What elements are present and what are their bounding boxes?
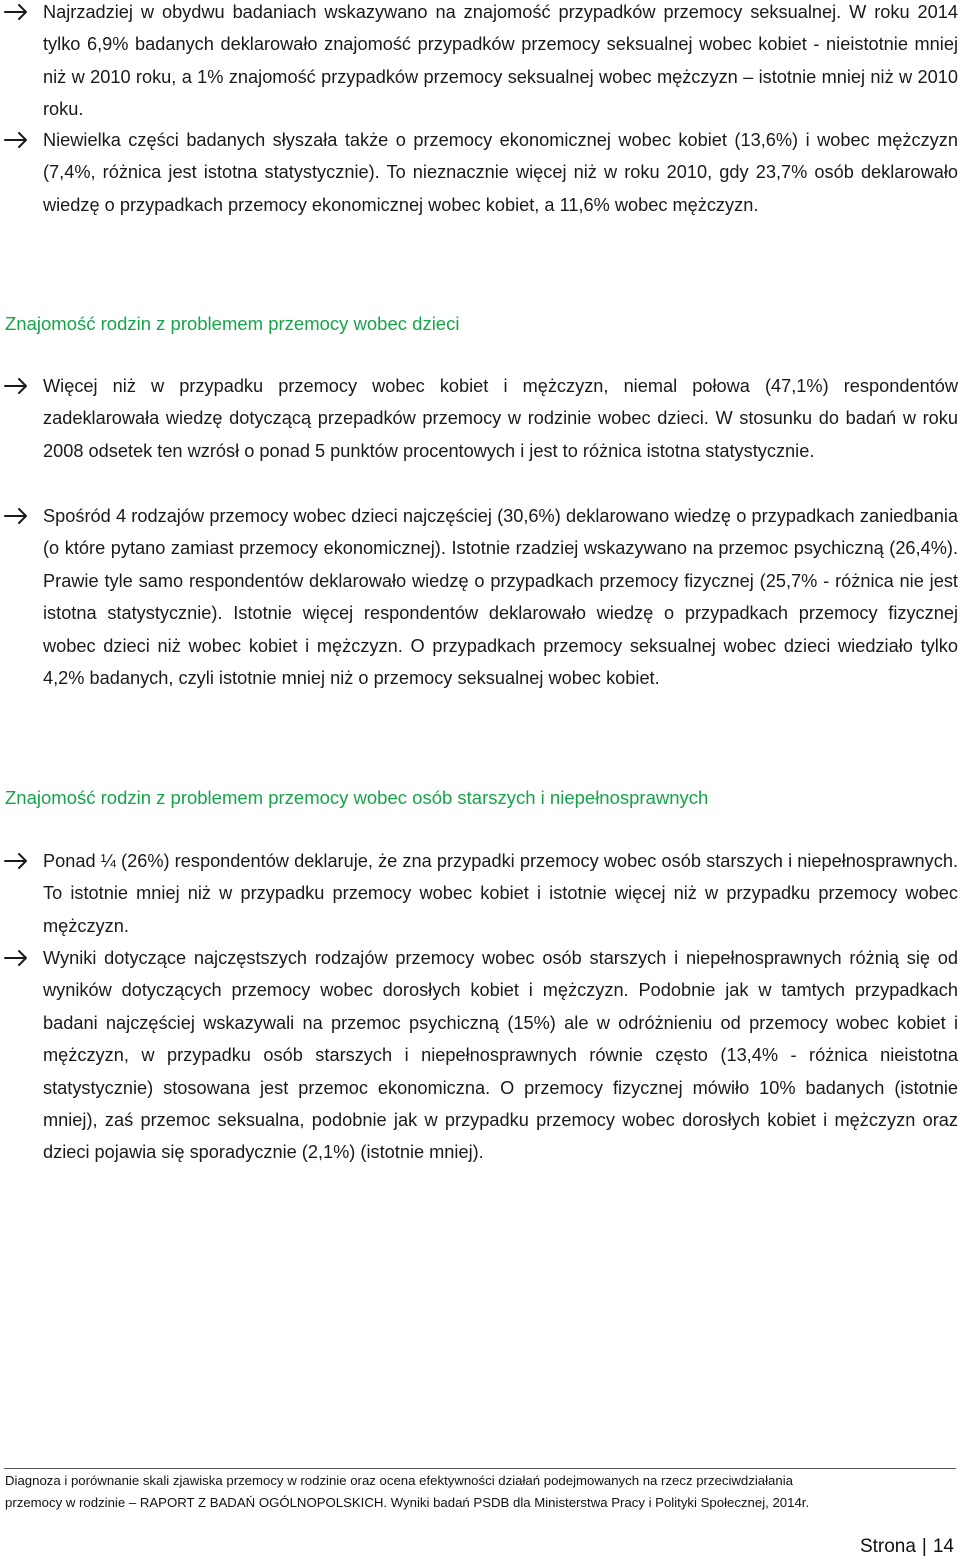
bullet-text: Wyniki dotyczące najczęstszych rodzajów przemocy wobec osób starszych i niepełnosprawnych różnią się od wyników dotyczących przemocy wobec dorosłych kobiet i mężczyzn. Podobnie jak w tamtych przypadkach badani najczęściej wskazywali na przemoc psychiczną (15%) ale w odróżnieniu od przemocy wobec kobiet i mężczyzn, w przypadku osób starszych i niepełnosprawnych równie często (13,4% - różnica nieistotna statystycznie) stosowana jest przemoc ekonomiczna. O przemocy fizycznej mówiło 10% badanych (istotnie mniej), zaś przemoc seksualna, podobnie jak w przypadku przemocy wobec dorosłych kobiet i mężczyzn oraz dzieci pojawia się sporadycznie (2,1%) (istotnie mniej). [43,948,958,1163]
arrow-right-icon [2,0,32,28]
footer-line: Diagnoza i porównanie skali zjawiska przemocy w rodzinie oraz ocena efektywności działań podejmowanych na rzecz przeciwdziałania [5,1473,793,1488]
section-heading: Znajomość rodzin z problemem przemocy wobec dzieci [5,313,460,334]
list-item [0,942,958,1169]
arrow-right-icon [2,942,32,974]
bullet-text: Najrzadziej w obydwu badaniach wskazywano na znajomość przypadków przemocy seksualnej. W roku 2014 tylko 6,9% badanych deklarowało znajomość przypadków przemocy seksualnej wobec kobiet - nieistotnie mniej niż w 2010 roku, a 1% znajomość przypadków przemocy seksualnej wobec mężczyzn – istotnie mniej niż w 2010 roku. [43,2,958,120]
bullet-text: Spośród 4 rodzajów przemocy wobec dzieci najczęściej (30,6%) deklarowano wiedzę o przypadkach zaniedbania (o które pytano zamiast przemocy ekonomicznej). Istotnie rzadziej wskazywano na przemoc psychiczną (26,4%). Prawie tyle samo respondentów deklarowało wiedzę o przypadkach przemocy fizycznej (25,7% - różnica nie jest istotna statystycznie). Istotnie więcej respondentów deklarowało wiedzę o przypadkach przemocy fizycznej wobec dzieci niż wobec kobiet i mężczyzn. O przypadkach przemocy seksualnej wobec dzieci wiedziało tylko 4,2% badanych, czyli istotnie mniej niż o przemocy seksualnej wobec kobiet. [43,506,958,689]
list-item [0,370,958,467]
list-item [0,124,958,221]
page-footer [5,1470,957,1514]
footer-divider [4,1468,956,1469]
arrow-right-icon [2,845,32,877]
bullet-text: Niewielka części badanych słyszała także o przemocy ekonomicznej wobec kobiet (13,6%) i wobec mężczyzn (7,4%, różnica jest istotna statystycznie). To nieznacznie więcej niż w roku 2010, gdy 23,7% osób deklarowało wiedzę o przypadkach przemocy ekonomicznej wobec kobiet, a 11,6% wobec mężczyzn. [43,130,958,215]
page-number [860,1534,954,1560]
footer-line: przemocy w rodzinie – RAPORT Z BADAŃ OGÓLNOPOLSKICH. Wyniki badań PSDB dla Ministerstwa Pracy i Polityki Społecznej, 2014r. [5,1495,810,1510]
arrow-right-icon [2,370,32,402]
bullet-text: Ponad ¼ (26%) respondentów deklaruje, że zna przypadki przemocy wobec osób starszych i niepełnosprawnych. To istotnie mniej niż w przypadku przemocy wobec kobiet i istotnie więcej niż w przypadku przemocy wobec mężczyzn. [43,851,958,936]
bullet-text: Więcej niż w przypadku przemocy wobec kobiet i mężczyzn, niemal połowa (47,1%) respondentów zadeklarowała wiedzę dotyczącą przepadków przemocy w rodzinie wobec dzieci. W stosunku do badań w roku 2008 odsetek ten wzrósł o ponad 5 punktów procentowych i jest to różnica istotna statystycznie. [43,376,958,461]
page-label: Strona [859,1536,916,1557]
page-number-value: 14 [932,1536,954,1557]
section-heading: Znajomość rodzin z problemem przemocy wobec osób starszych i niepełnosprawnych [5,787,709,808]
arrow-right-icon [2,500,32,532]
list-item [0,0,958,126]
page-separator: | [921,1536,927,1557]
arrow-right-icon [2,124,32,156]
list-item [0,845,958,942]
list-item [0,500,958,694]
